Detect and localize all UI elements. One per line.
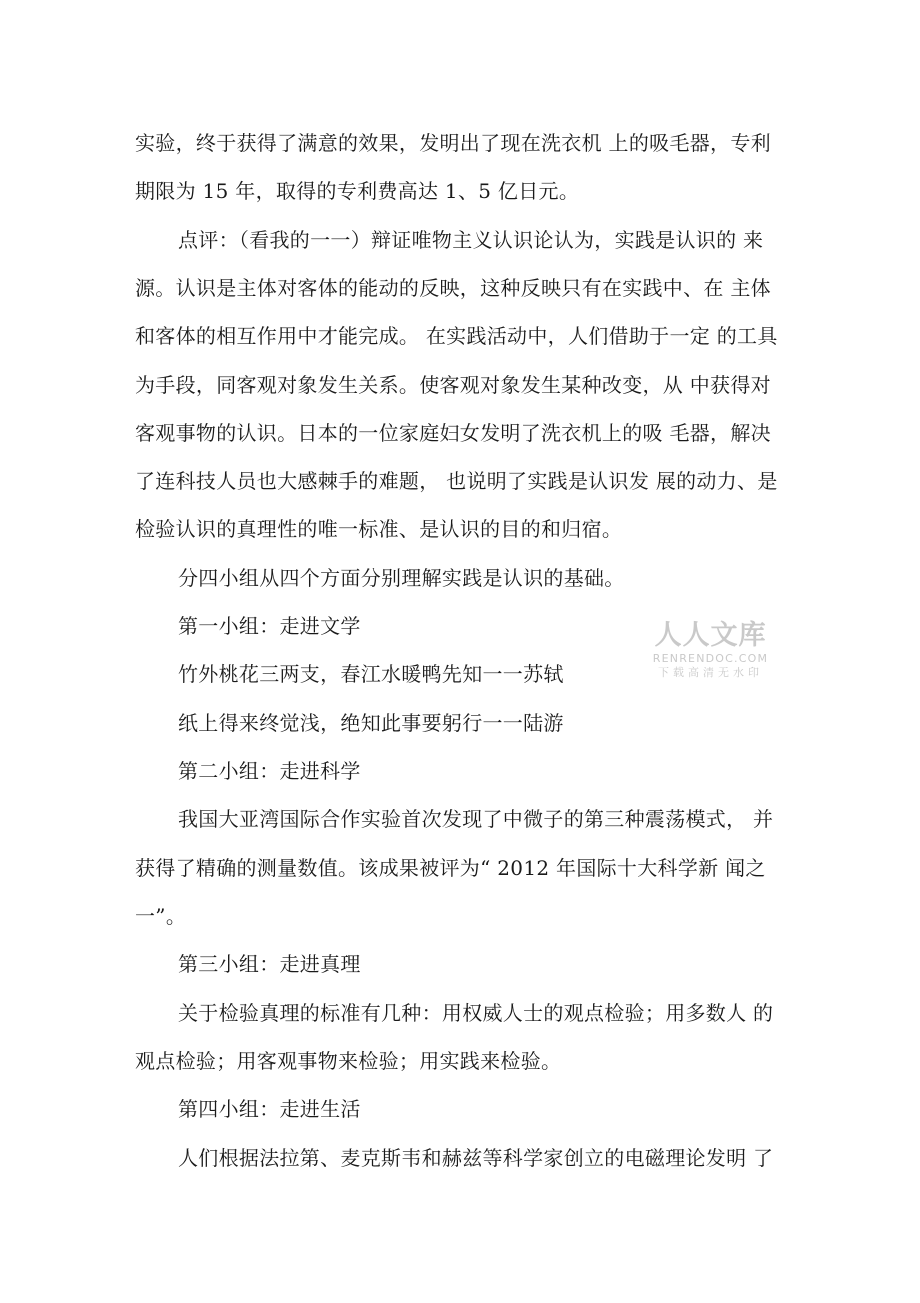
section-heading: 第二小组：走进科学 [178, 759, 361, 783]
paragraph-start-line: 点评：（看我的一一）辩证唯物主义认识论认为，实践是认识的 来 [178, 228, 764, 252]
body-text-line: 了连科技人员也大感棘手的难题， 也说明了实践是认识发 展的动力、是 [135, 469, 778, 493]
poem-line: 纸上得来终觉浅，绝知此事要躬行一一陆游 [178, 711, 564, 735]
watermark-tagline: 下载高清无水印 [658, 666, 763, 679]
body-text-line: 客观事物的认识。日本的一位家庭妇女发明了洗衣机上的吸 毛器，解决 [135, 421, 771, 445]
body-text-line: 和客体的相互作用中才能完成。 在实践活动中，人们借助于一定 的工具 [135, 324, 778, 348]
body-text-line: 期限为 15 年，取得的专利费高达 1、5 亿日元。 [135, 179, 580, 203]
body-text-line: 获得了精确的测量数值。该成果被评为“ 2012 年国际十大科学新 闻之 [135, 856, 766, 880]
body-text-line: 实验，终于获得了满意的效果，发明出了现在洗衣机 上的吸毛器，专利 [135, 131, 771, 155]
body-text-line: 为手段，同客观对象发生关系。使客观对象发生某种改变，从 中获得对 [135, 373, 771, 397]
paragraph-start-line: 分四小组从四个方面分别理解实践是认识的基础。 [178, 566, 625, 590]
paragraph-start-line: 人们根据法拉第、麦克斯韦和赫兹等科学家创立的电磁理论发明 了 [178, 1146, 774, 1170]
section-heading: 第四小组：走进生活 [178, 1097, 361, 1121]
section-heading: 第一小组：走进文学 [178, 614, 361, 638]
body-text-line: 源。认识是主体对客体的能动的反映，这种反映只有在实践中、在 主体 [135, 276, 771, 300]
body-text-line: 观点检验；用客观事物来检验；用实践来检验。 [135, 1049, 562, 1073]
watermark-title: 人人文库 [654, 620, 767, 651]
body-text-line: 一”。 [135, 904, 187, 928]
body-text-line: 检验认识的真理性的唯一标准、是认识的目的和归宿。 [135, 517, 623, 541]
poem-line: 竹外桃花三两支，春江水暖鸭先知一一苏轼 [178, 662, 564, 686]
section-heading: 第三小组：走进真理 [178, 952, 361, 976]
watermark-url: RENRENDOC.COM [652, 652, 769, 665]
watermark [648, 620, 773, 680]
paragraph-start-line: 关于检验真理的标准有几种：用权威人士的观点检验；用多数人 的 [178, 1001, 774, 1025]
paragraph-start-line: 我国大亚湾国际合作实验首次发现了中微子的第三种震荡模式， 并 [178, 807, 774, 831]
